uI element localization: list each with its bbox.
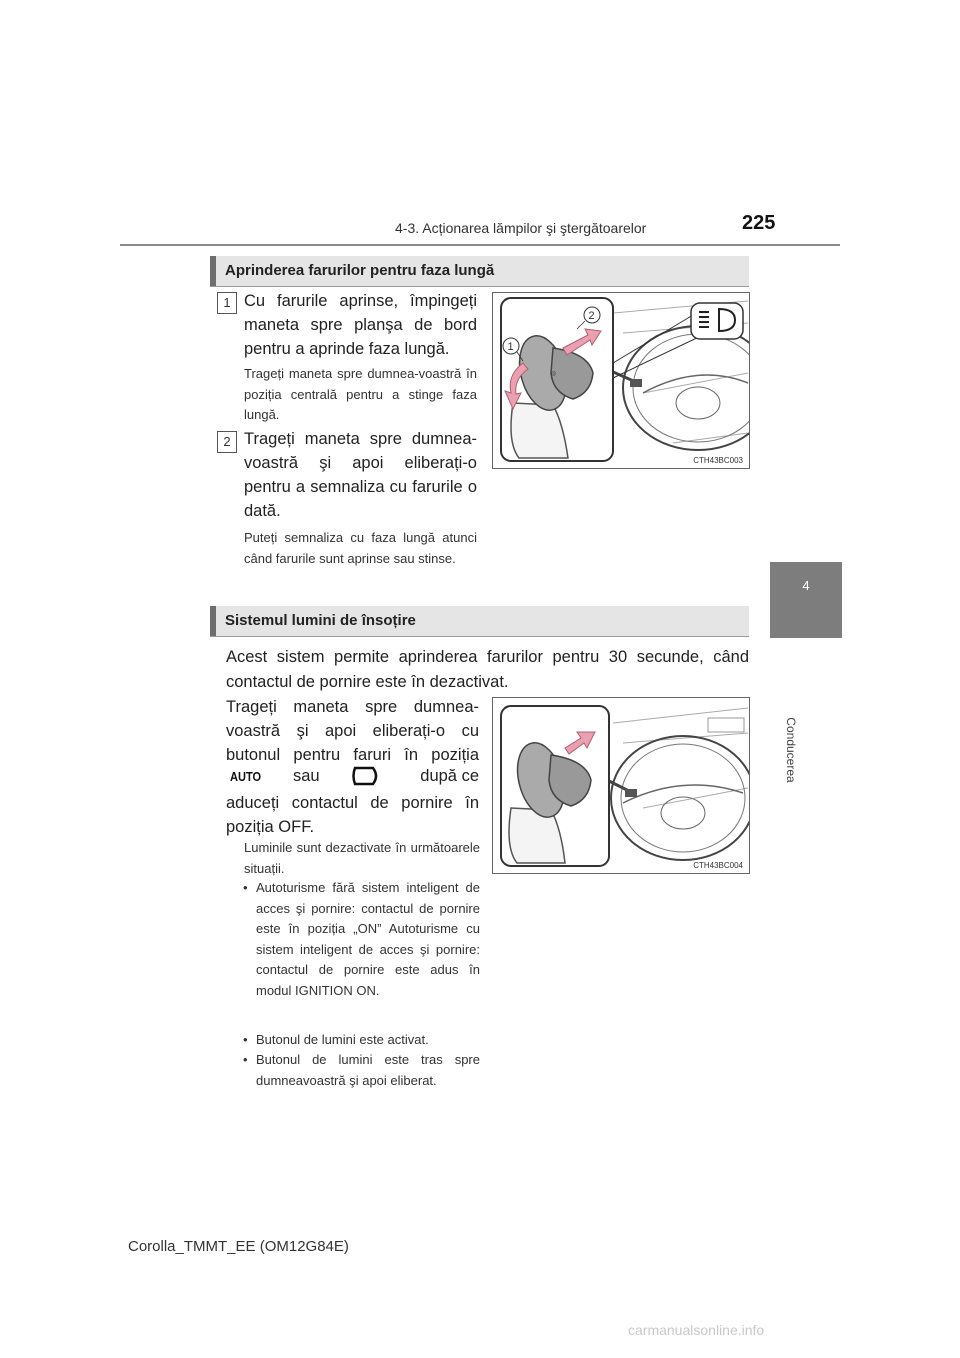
bullet-item: [243, 878, 480, 1001]
headlight-icon: [351, 765, 381, 787]
instr-word-dupa-ce: după ce: [420, 767, 479, 785]
instr-line-6: poziția OFF.: [226, 818, 315, 836]
section-title-follow-me-home: Sistemul lumini de însoțire: [210, 606, 749, 636]
step2-text: Trageți maneta spre dumnea-voastră şi apoi eliberați-o pentru a semnaliza cu farurile o dată.: [244, 430, 477, 520]
bullet-text: Butonul de lumini este activat.: [256, 1032, 429, 1047]
instr-word-sau: sau: [293, 767, 320, 785]
step1-text: Cu farurile aprinse, împingeți maneta spre planşa de bord pentru a aprinde faza lungă.: [244, 292, 477, 358]
bullet-dot: •: [243, 1032, 248, 1047]
step2-note: Puteți semnaliza cu faza lungă atunci când farurile sunt aprinse sau stinse.: [244, 530, 477, 566]
section2-intro: Acest sistem permite aprinderea farurilor pentru 30 secunde, când contactul de pornire este în dezactivat.: [226, 648, 749, 691]
section-title-high-beam: Aprinderea farurilor pentru faza lungă: [210, 256, 749, 286]
svg-text:◎: ◎: [551, 371, 557, 377]
chapter-label-text: Conducerea: [784, 717, 798, 783]
figure-follow-me-home-lever: [492, 697, 750, 874]
callout-2: 2: [588, 310, 595, 322]
bullet-text: Autoturisme fără sistem inteligent de acces şi pornire: contactul de pornire este în poziția „ON” Autoturisme cu sistem inteligent de acces şi pornire: contactul de pornire este adus în modul IGNITION ON.: [256, 880, 480, 998]
section-rule: [210, 286, 749, 287]
bullet-text: Butonul de lumini este tras spre dumneavoastră şi apoi eliberat.: [256, 1052, 480, 1088]
callout-1: 1: [507, 341, 514, 353]
section-header: 4-3. Acționarea lămpilor şi ştergătoarelor: [395, 220, 647, 236]
page-number: 225: [742, 212, 776, 234]
bullet-item: [243, 1050, 480, 1091]
bullet-dot: •: [243, 880, 248, 895]
figure-code: CTH43BC004: [693, 861, 743, 870]
high-beam-icon: [691, 303, 743, 339]
watermark: carmanualsonline.info: [628, 1322, 765, 1338]
step-marker-2: 2: [217, 431, 237, 453]
instr-line-1: Trageți maneta spre dumnea-: [226, 698, 479, 716]
instr-line-2: voastră şi apoi eliberați-o cu: [226, 722, 479, 740]
chapter-number: 4: [802, 578, 810, 593]
note-intro: Luminile sunt dezactivate în următoarele situații.: [244, 840, 480, 876]
instr-line-5: aduceți contactul de pornire în: [226, 794, 479, 812]
lever-illustration: [493, 698, 749, 873]
figure-code: CTH43BC003: [693, 456, 743, 465]
section-rule: [210, 636, 749, 637]
chapter-tab: [770, 562, 842, 638]
step-marker-1: 1: [217, 292, 237, 314]
lever-illustration: [493, 293, 749, 468]
chapter-label: [776, 705, 806, 795]
step1-note: Trageți maneta spre dumnea-voastră în poziția centrală pentru a stinge faza lungă.: [244, 366, 477, 422]
figure-high-beam-lever: [492, 292, 750, 469]
footer-model: Corolla_TMMT_EE (OM12G84E): [128, 1238, 349, 1255]
instr-line-3: butonul pentru faruri în poziția: [226, 746, 479, 764]
bullet-item: [243, 1030, 480, 1051]
auto-position-label: AUTO: [230, 769, 262, 784]
header-rule: [120, 244, 840, 246]
bullet-dot: •: [243, 1052, 248, 1067]
